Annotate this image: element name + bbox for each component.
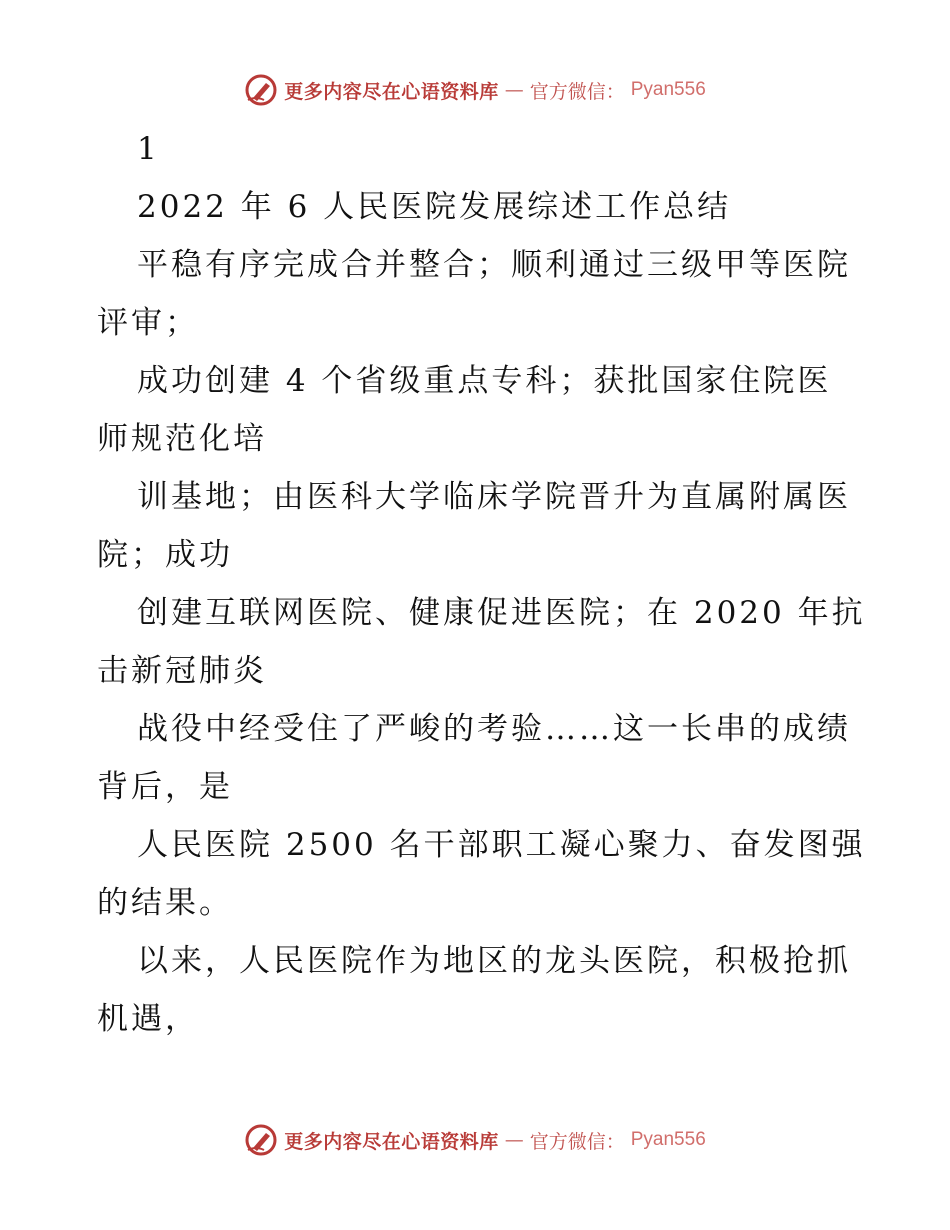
document-body [97, 120, 866, 1048]
watermark-official-label: 官方微信： [529, 1130, 625, 1153]
paragraph-line: 评审； [97, 305, 199, 341]
paragraph-line: 背后，是 [97, 769, 233, 805]
paragraph-line: 战役中经受住了严峻的考验……这一长串的成绩 [137, 711, 851, 747]
page-number: 1 [137, 131, 160, 167]
paragraph-line: 训基地；由医科大学临床学院晋升为直属附属医 [137, 479, 851, 515]
paragraph-line: 人民医院 2500 名干部职工凝心聚力、奋发图强 [137, 827, 866, 863]
watermark-wechat-id: Pyan556 [630, 1129, 706, 1150]
paragraph-line: 成功创建 4 个省级重点专科；获批国家住院医 [137, 363, 832, 399]
header-watermark [0, 70, 950, 110]
paragraph-line: 机遇， [97, 1001, 199, 1037]
watermark-site-text: 更多内容尽在心语资料库 [284, 1130, 499, 1153]
watermark-separator: — [504, 79, 524, 101]
watermark-site-text: 更多内容尽在心语资料库 [284, 80, 499, 103]
paragraph-line: 院；成功 [97, 537, 233, 573]
paragraph-line: 以来，人民医院作为地区的龙头医院，积极抢抓 [137, 943, 851, 979]
watermark-official-label: 官方微信： [529, 80, 625, 103]
pen-circle-logo-icon [244, 73, 278, 107]
watermark-wechat-id: Pyan556 [630, 79, 706, 100]
footer-watermark [0, 1120, 950, 1160]
paragraph-line: 击新冠肺炎 [97, 653, 267, 689]
watermark-separator: — [504, 1129, 524, 1151]
paragraph-line: 师规范化培 [97, 421, 267, 457]
paragraph-line: 平稳有序完成合并整合；顺利通过三级甲等医院 [137, 247, 851, 283]
paragraph-line: 的结果。 [97, 885, 233, 921]
document-title: 2022 年 6 人民医院发展综述工作总结 [137, 189, 732, 225]
pen-circle-logo-icon [244, 1123, 278, 1157]
paragraph-line: 创建互联网医院、健康促进医院；在 2020 年抗 [137, 595, 866, 631]
